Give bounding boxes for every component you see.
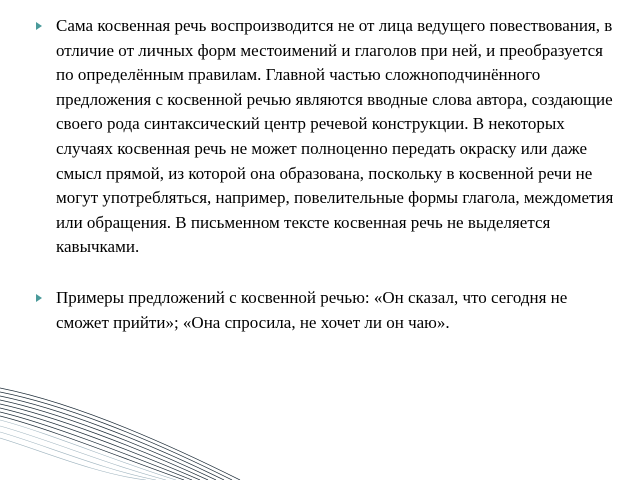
bullet-item-2 bbox=[36, 286, 616, 335]
wave-lines-dark bbox=[0, 388, 240, 480]
bullet-text-1: Сама косвенная речь воспроизводится не от лица ведущего повествования, в отличие от личных форм местоимений и глаголов при ней, и преобразуется по определённым правилам. Главной частью сложноподчинённого предложения с косвенной речью являются вводные слова автора, создающие своего рода синтаксический центр речевой конструкции. В некоторых случаях косвенная речь не может полноценно передать окраску или даже смысл прямой, из которой она образована, поскольку в косвенной речи не могут употребляться, например, повелительные формы глагола, междометия или обращения. В письменном тексте косвенная речь не выделяется кавычками. bbox=[56, 16, 614, 257]
bullet-item-1 bbox=[36, 14, 616, 260]
bullet-arrow-icon bbox=[36, 294, 42, 302]
bullet-arrow-icon bbox=[36, 22, 42, 30]
corner-wave-decoration bbox=[0, 370, 640, 480]
wave-lines-light bbox=[0, 420, 176, 480]
slide-content bbox=[36, 14, 616, 335]
bullet-text-2: Примеры предложений с косвенной речью: «Он сказал, что сегодня не сможет прийти»; «Она спросила, не хочет ли он чаю». bbox=[56, 287, 568, 332]
